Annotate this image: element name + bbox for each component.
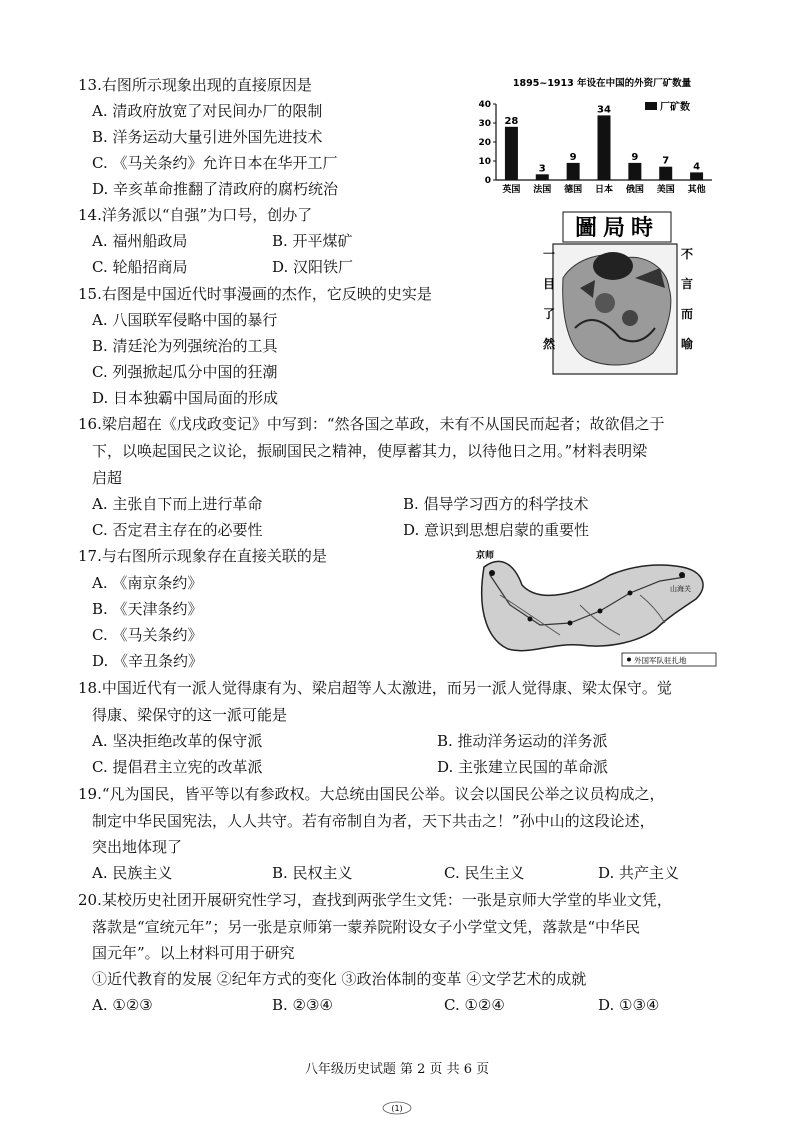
bar-value-label: 7: [662, 155, 670, 167]
q13-option-a: A. 清政府放宽了对民间办厂的限制: [92, 102, 323, 120]
map-city-label: 京师: [476, 551, 495, 561]
q15-stem: 15.右图是中国近代时事漫画的杰作，它反映的史实是: [78, 285, 432, 303]
q13-option-d: D. 辛亥革命推翻了清政府的腐朽统治: [92, 180, 339, 198]
q19-option-c: C. 民生主义: [444, 864, 525, 882]
bar-6: [690, 172, 703, 180]
q14-option-c: C. 轮船招商局: [92, 258, 188, 276]
chart-legend: 厂矿数: [660, 102, 690, 113]
q14-option-d: D. 汉阳铁厂: [272, 258, 354, 276]
svg-text:(1): (1): [391, 1104, 403, 1113]
y-tick-label: 0: [484, 176, 491, 186]
bar-5: [659, 167, 672, 180]
page-mark: [381, 1100, 413, 1114]
q17-stem: 17.与右图所示现象存在直接关联的是: [78, 547, 327, 565]
q14-stem: 14.洋务派以“自强”为口号，创办了: [78, 206, 313, 224]
q20-line-1: 20.某校历史社团开展研究性学习，查找到两张学生文凭：一张是京师大学堂的毕业文凭，: [78, 891, 672, 909]
x-category-label: 法国: [533, 185, 552, 195]
q19-line-2: 制定中华民国宪法，人人共守。若有帝制自为者，天下共击之！”孙中山的这段论述，: [92, 812, 655, 830]
q15-option-b: B. 清廷沦为列强统治的工具: [92, 337, 278, 355]
q20-option-a: A. ①②③: [92, 996, 153, 1014]
q13-option-c: C. 《马关条约》允许日本在华开工厂: [92, 154, 338, 172]
q20-option-c: C. ①②④: [444, 996, 505, 1014]
q19-line-3: 突出地体现了: [92, 838, 183, 856]
time-situation-cartoon: [535, 208, 695, 376]
bar-4: [628, 163, 641, 180]
y-tick-label: 30: [478, 119, 491, 129]
x-category-label: 英国: [502, 185, 521, 195]
q16-option-b: B. 倡导学习西方的科学技术: [403, 495, 589, 513]
q17-option-b: B. 《天津条约》: [92, 600, 203, 618]
cartoon-title: 圖局時: [574, 216, 660, 241]
q19-option-b: B. 民权主义: [272, 864, 353, 882]
bar-1: [536, 174, 549, 180]
page-footer: 八年级历史试题 第 2 页 共 6 页: [304, 1062, 490, 1077]
bar-value-label: 9: [569, 151, 577, 163]
x-category-label: 德国: [564, 185, 583, 195]
q16-line-1: 16.梁启超在《戊戌政变记》中写到：“然各国之革政，未有不从国民而起者；故欲倡之于: [78, 415, 665, 433]
q18-option-a: A. 坚决拒绝改革的保守派: [92, 732, 263, 750]
map-end-label: 山海关: [670, 585, 691, 593]
q20-line-4: ①近代教育的发展 ②纪年方式的变化 ③政治体制的变革 ④文学艺术的成就: [92, 970, 587, 988]
bar-2: [567, 163, 580, 180]
q13-stem: 13.右图所示现象出现的直接原因是: [78, 76, 312, 94]
q14-option-b: B. 开平煤矿: [272, 232, 353, 250]
y-tick-label: 10: [478, 157, 491, 167]
legend-swatch: [645, 102, 657, 110]
q16-option-a: A. 主张自下而上进行革命: [92, 495, 263, 513]
q19-option-a: A. 民族主义: [92, 864, 173, 882]
q20-option-d: D. ①③④: [598, 996, 660, 1014]
y-tick-label: 40: [478, 100, 491, 110]
bar-3: [598, 115, 611, 180]
bar-value-label: 4: [693, 161, 701, 173]
q18-option-c: C. 提倡君主立宪的改革派: [92, 758, 263, 776]
cartoon-right-caption: 不言而喻: [681, 247, 694, 351]
q16-option-c: C. 否定君主存在的必要性: [92, 521, 263, 539]
foreign-factory-bar-chart: [470, 72, 718, 204]
bar-value-label: 3: [538, 163, 546, 175]
q15-option-c: C. 列强掀起瓜分中国的狂潮: [92, 363, 278, 381]
q19-option-d: D. 共产主义: [598, 864, 680, 882]
q18-line-2: 得康、梁保守的这一派可能是: [92, 706, 288, 724]
q17-option-d: D. 《辛丑条约》: [92, 652, 204, 670]
q20-line-3: 国元年”。以上材料可用于研究: [92, 944, 295, 962]
foreign-troops-map: [470, 545, 720, 669]
q20-option-b: B. ②③④: [272, 996, 333, 1014]
chart-title: 1895~1913 年设在中国的外资厂矿数量: [512, 78, 692, 89]
bar-value-label: 28: [504, 115, 519, 127]
q16-line-3: 启超: [92, 469, 123, 487]
x-category-label: 日本: [594, 185, 614, 195]
map-legend: 外国军队驻扎地: [634, 656, 687, 665]
q18-line-1: 18.中国近代有一派人觉得康有为、梁启超等人太激进，而另一派人觉得康、梁太保守。觉: [78, 679, 672, 697]
q19-line-1: 19.“凡为国民，皆平等以有参政权。大总统由国民公举。议会以国民公举之议员构成之，: [78, 785, 665, 803]
q13-option-b: B. 洋务运动大量引进外国先进技术: [92, 128, 323, 146]
q17-option-c: C. 《马关条约》: [92, 626, 203, 644]
x-category-label: 其他: [687, 185, 706, 195]
x-category-label: 美国: [656, 185, 675, 195]
bar-0: [505, 127, 518, 180]
q18-option-d: D. 主张建立民国的革命派: [437, 758, 609, 776]
q18-option-b: B. 推动洋务运动的洋务派: [437, 732, 608, 750]
q16-line-2: 下，以唤起国民之议论，振刷国民之精神，使厚蓄其力，以待他日之用。”材料表明梁: [92, 442, 648, 460]
q20-line-2: 落款是“宣统元年”；另一张是京师第一蒙养院附设女子小学堂文凭，落款是“中华民: [92, 918, 641, 936]
x-category-label: 俄国: [625, 185, 644, 195]
q15-option-d: D. 日本独霸中国局面的形成: [92, 389, 279, 407]
q15-option-a: A. 八国联军侵略中国的暴行: [92, 311, 278, 329]
q14-option-a: A. 福州船政局: [92, 232, 188, 250]
cartoon-left-caption: 一目了然: [543, 247, 556, 351]
bar-value-label: 34: [597, 104, 611, 116]
q17-option-a: A. 《南京条约》: [92, 574, 203, 592]
bar-value-label: 9: [631, 151, 639, 163]
q16-option-d: D. 意识到思想启蒙的重要性: [403, 521, 590, 539]
y-tick-label: 20: [478, 138, 491, 148]
